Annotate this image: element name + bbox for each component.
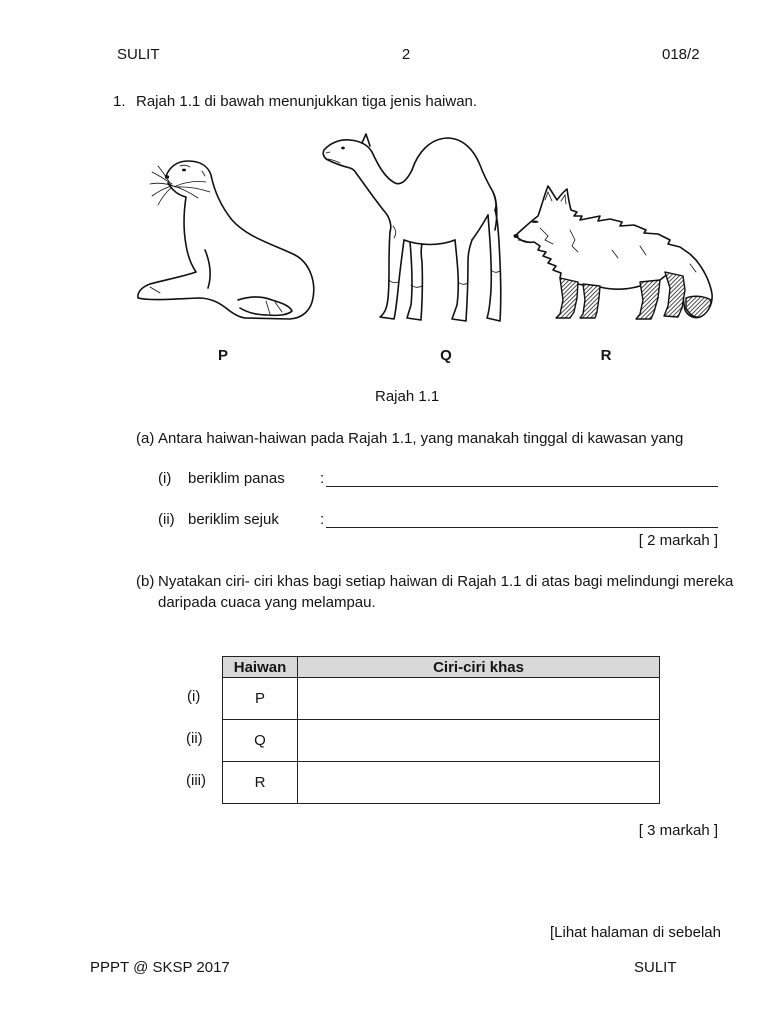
table-cell-feature-blank <box>298 762 660 804</box>
paper-code: 018/2 <box>662 46 700 63</box>
answer-table <box>222 656 660 804</box>
part-b-text-line-2: daripada cuaca yang melampau. <box>158 594 376 611</box>
table-row-number: (i) <box>187 688 201 705</box>
answer-line-hot-climate <box>326 470 718 487</box>
table-cell-animal: Q <box>223 720 298 762</box>
table-row-number: (ii) <box>186 730 203 747</box>
figure-label-p: P <box>217 347 228 364</box>
table-cell-animal: P <box>223 678 298 720</box>
table-header-row <box>223 657 660 678</box>
sea-lion-illustration <box>138 161 314 319</box>
table-cell-animal: R <box>223 762 298 804</box>
table-row <box>223 720 660 762</box>
part-a-marks: [ 2 markah ] <box>638 532 718 549</box>
column-header-features: Ciri-ciri khas <box>298 657 660 678</box>
question-number: 1. <box>113 93 126 110</box>
table-cell-feature-blank <box>298 720 660 762</box>
part-a-text: Antara haiwan-haiwan pada Rajah 1.1, yang manakah tinggal di kawasan yang <box>158 430 684 447</box>
footer-classification: SULIT <box>634 959 677 976</box>
classification-label: SULIT <box>117 46 160 63</box>
figure-label-r: R <box>600 347 612 364</box>
answer-line-cold-climate <box>326 511 718 528</box>
table-row <box>223 678 660 720</box>
table-row-number: (iii) <box>186 772 206 789</box>
fox-illustration <box>513 186 712 319</box>
figure-label-q: Q <box>440 347 452 364</box>
question-text: Rajah 1.1 di bawah menunjukkan tiga jenis haiwan. <box>136 93 478 110</box>
part-a-label: (a) <box>136 430 155 447</box>
part-b-label: (b) <box>136 573 155 590</box>
camel-illustration <box>323 134 501 321</box>
figure-rajah-1-1 <box>120 130 720 330</box>
table-row <box>223 762 660 804</box>
table-cell-feature-blank <box>298 678 660 720</box>
column-header-animal: Haiwan <box>223 657 298 678</box>
part-a-item-1-colon: : <box>320 470 325 487</box>
part-a-item-2-colon: : <box>320 511 325 528</box>
part-a-item-1-number: (i) <box>158 470 172 487</box>
part-b-text-line-1: Nyatakan ciri- ciri khas bagi setiap haiwan di Rajah 1.1 di atas bagi melindungi mereka <box>158 573 734 590</box>
continue-note: [Lihat halaman di sebelah <box>550 924 721 941</box>
part-a-item-2-text: beriklim sejuk <box>188 511 279 528</box>
figure-caption: Rajah 1.1 <box>375 388 440 405</box>
page-number: 2 <box>401 46 411 63</box>
part-a-item-2-number: (ii) <box>158 511 175 528</box>
footer-source: PPPT @ SKSP 2017 <box>90 959 230 976</box>
part-b-marks: [ 3 markah ] <box>638 822 718 839</box>
part-a-item-1-text: beriklim panas <box>188 470 285 487</box>
